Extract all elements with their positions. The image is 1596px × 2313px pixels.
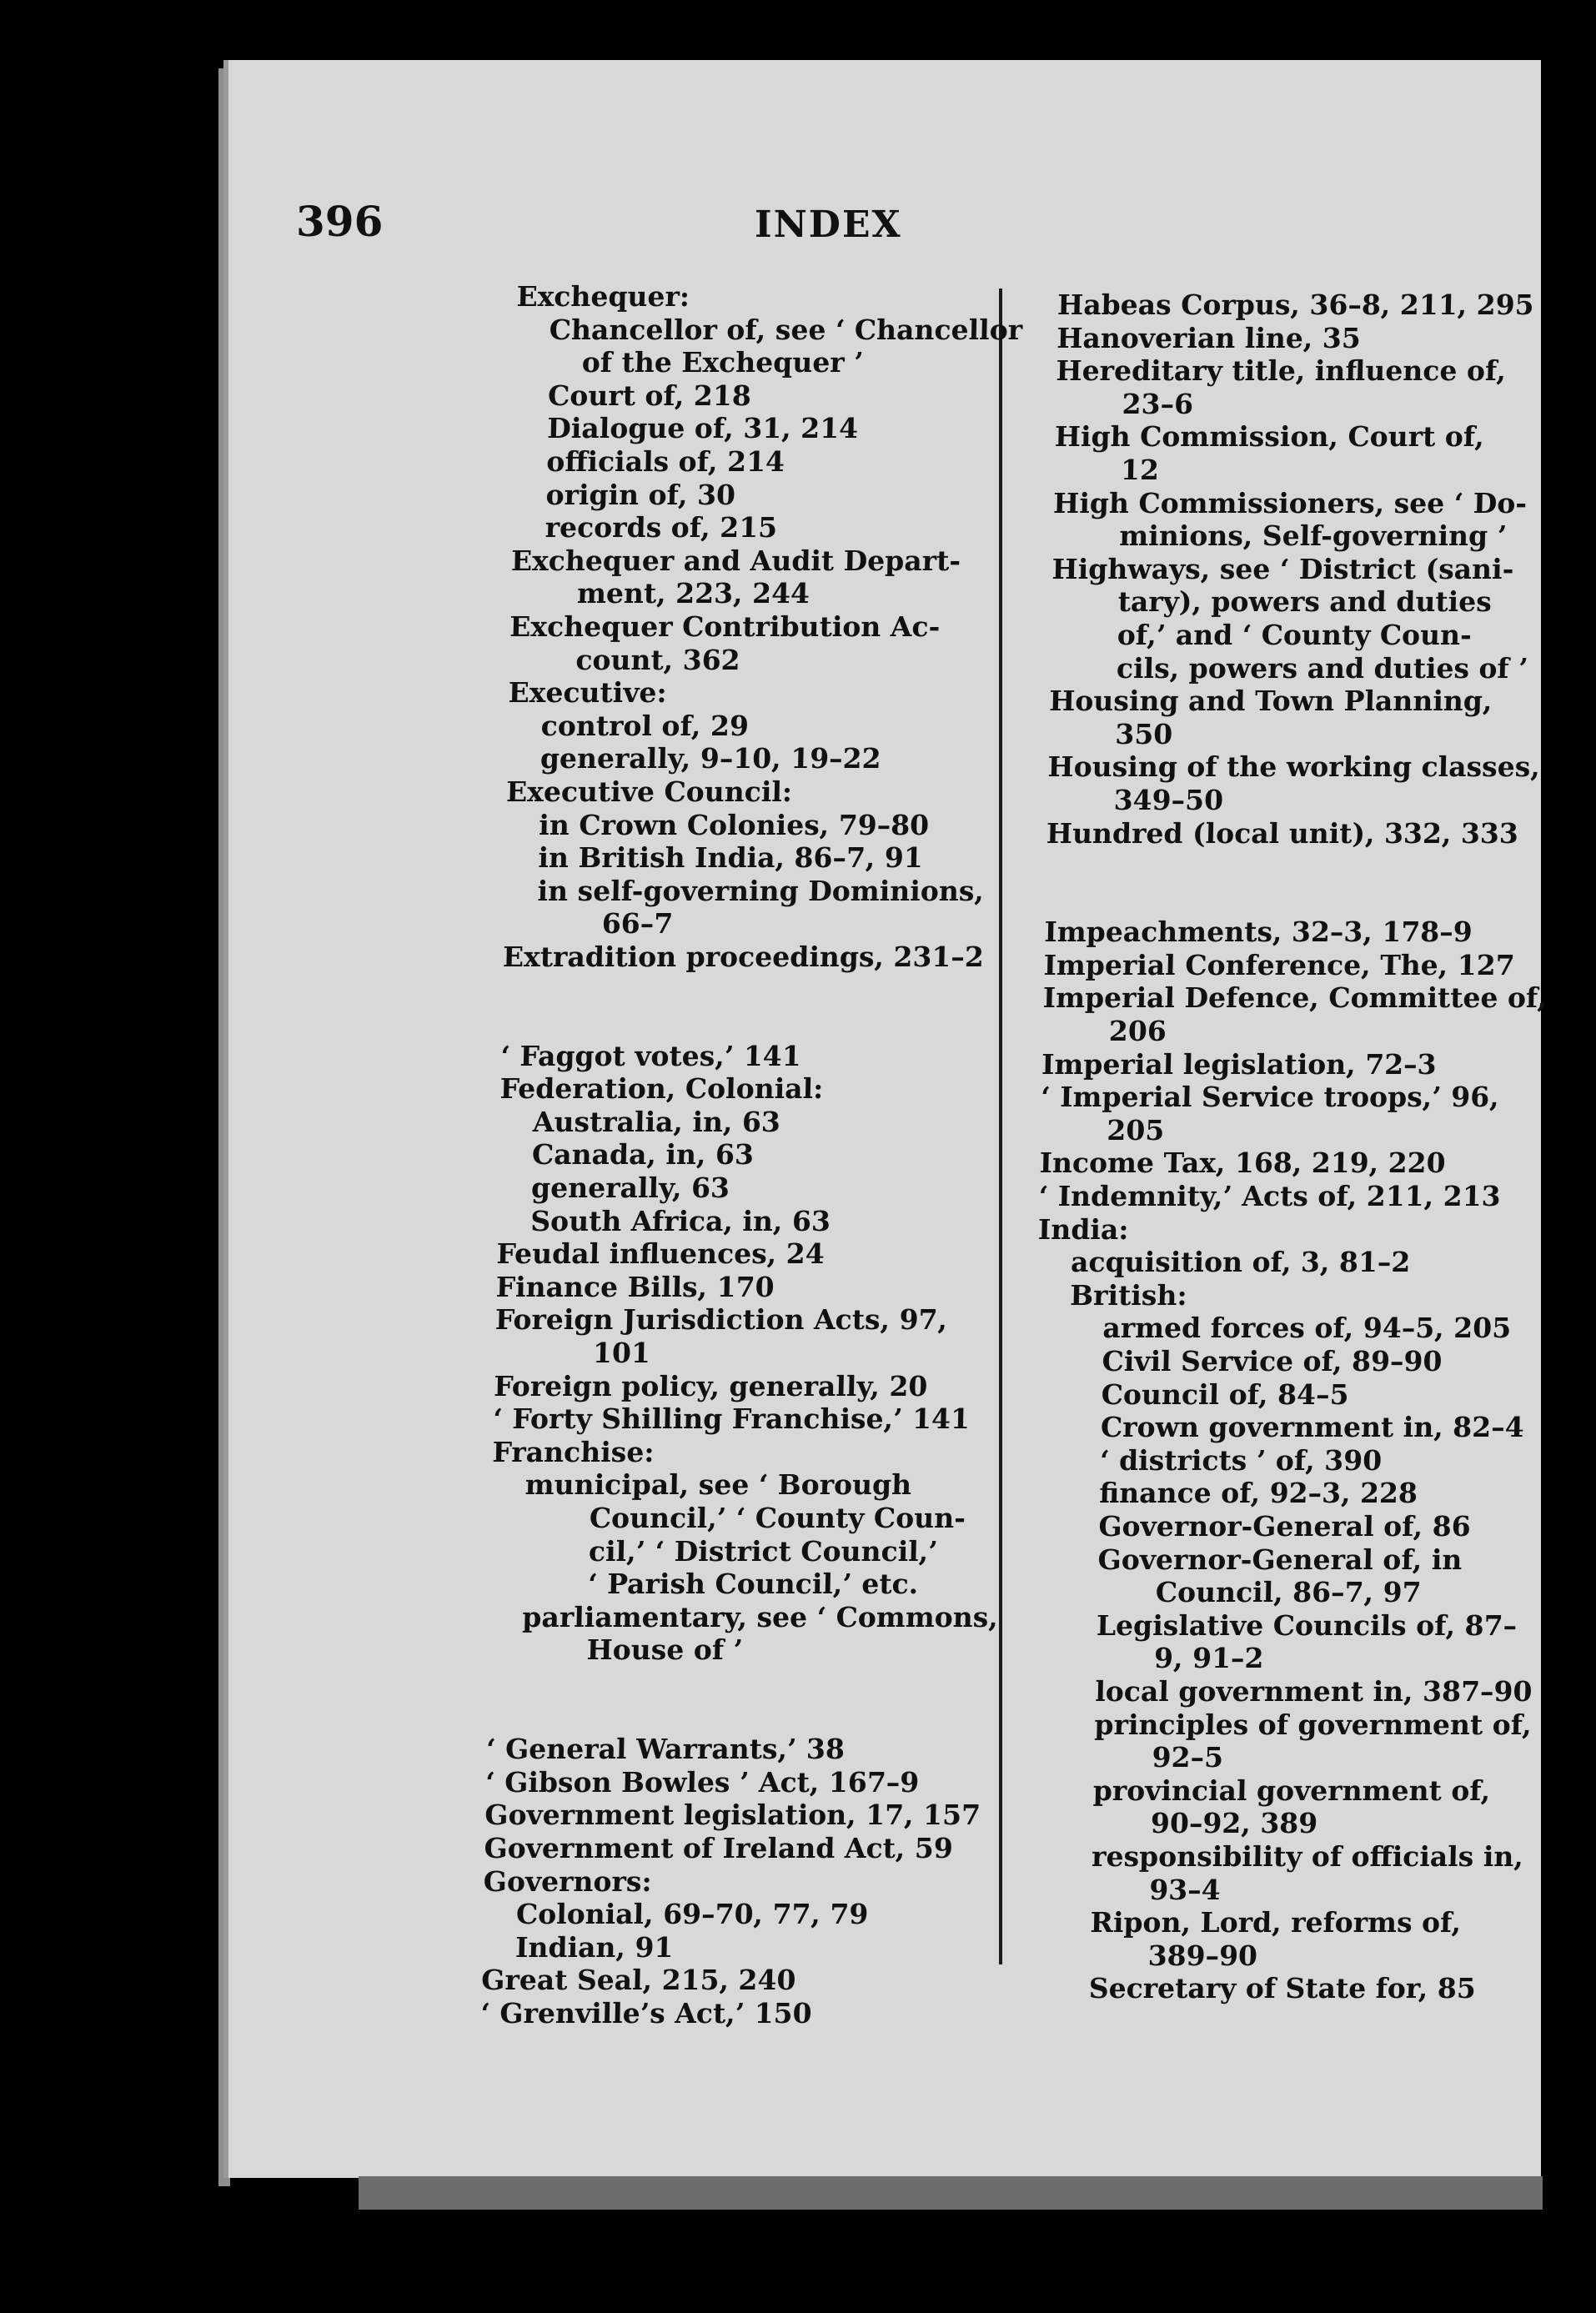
index-entry: Governor-General of, 86	[1098, 1509, 1472, 1543]
index-entry: tary), powers and duties	[1117, 585, 1493, 619]
index-entry: Indian, 91	[514, 1930, 674, 1964]
index-entry: Extradition proceedings, 231–2	[502, 940, 985, 973]
index-entry: 90–92, 389	[1150, 1807, 1318, 1840]
index-entry: Hundred (local unit), 332, 333	[1046, 816, 1519, 850]
index-entry: 389–90	[1147, 1939, 1258, 1972]
index-entry: Government legislation, 17, 157	[484, 1799, 981, 1832]
index-entry: ‘ districts ’ of, 390	[1099, 1443, 1383, 1477]
index-entry: of,’ and ‘ County Coun-	[1117, 618, 1473, 651]
index-entry: Australia, in, 63	[532, 1105, 781, 1138]
index-entry: local government in, 387–90	[1094, 1674, 1533, 1708]
index-entry: responsibility of officials in,	[1091, 1839, 1524, 1873]
index-entry: Governor-General of, in	[1097, 1543, 1463, 1576]
index-entry: 350	[1114, 717, 1173, 750]
index-entry: Colonial, 69–70, 77, 79	[515, 1898, 869, 1931]
index-entry: High Commissioners, see ‘ Do-	[1052, 486, 1528, 519]
index-entry: ‘ Grenville’s Act,’ 150	[480, 1996, 813, 2030]
index-entry: Chancellor of, see ‘ Chancellor	[549, 313, 1023, 346]
index-entry: Dialogue of, 31, 214	[546, 412, 859, 445]
index-entry: South Africa, in, 63	[529, 1204, 831, 1237]
index-entry: Government of Ireland Act, 59	[484, 1831, 954, 1864]
index-entry: Feudal influences, 24	[496, 1237, 826, 1271]
page-number: 396	[296, 197, 384, 246]
index-entry: Housing and Town Planning,	[1048, 685, 1493, 718]
index-entry: Income Tax, 168, 219, 220	[1039, 1146, 1446, 1180]
index-entry: Ripon, Lord, reforms of,	[1090, 1906, 1462, 1939]
index-column-left	[480, 280, 1023, 2030]
index-entry: Governors:	[483, 1864, 653, 1898]
index-gap	[502, 973, 1003, 1006]
index-entry: Civil Service of, 89–90	[1102, 1345, 1443, 1377]
index-entry: minions, Self-governing ’	[1118, 519, 1508, 553]
index-gap	[487, 1667, 988, 1700]
index-entry: ‘ Faggot votes,’ 141	[500, 1039, 802, 1072]
index-entry: 349–50	[1113, 783, 1224, 816]
index-entry: 9, 91–2	[1153, 1642, 1264, 1675]
index-entry: 23–6	[1122, 387, 1194, 420]
index-entry: Imperial Defence, Committee of,	[1042, 981, 1548, 1015]
index-entry: ‘ Indemnity,’ Acts of, 211, 213	[1038, 1180, 1502, 1213]
index-entry: in British India, 86–7, 91	[538, 841, 924, 875]
index-entry: 92–5	[1152, 1741, 1224, 1774]
index-entry: Exchequer and Audit Depart-	[510, 544, 961, 577]
index-entry: Council,’ ‘ County Coun-	[589, 1501, 966, 1534]
index-entry: Federation, Colonial:	[499, 1072, 824, 1106]
index-entry: Secretary of State for, 85	[1088, 1972, 1477, 2005]
index-entry: municipal, see ‘ Borough	[524, 1468, 912, 1502]
index-entry: Executive Council:	[505, 775, 793, 808]
index-entry: Council, 86–7, 97	[1155, 1576, 1422, 1609]
index-entry: 12	[1120, 453, 1160, 486]
index-entry: ‘ Parish Council,’ etc.	[587, 1568, 919, 1601]
index-entry: cil,’ ‘ District Council,’	[588, 1534, 939, 1568]
index-entry: Foreign policy, generally, 20	[493, 1369, 928, 1402]
index-entry: ment, 223, 244	[576, 577, 811, 610]
index-entry: Imperial Conference, The, 127	[1043, 948, 1516, 981]
index-entry: Housing of the working classes,	[1047, 750, 1541, 784]
index-gap	[501, 1006, 1002, 1040]
index-gap	[1045, 883, 1563, 916]
index-entry: Finance Bills, 170	[495, 1270, 775, 1303]
index-entry: Executive:	[508, 676, 668, 710]
index-entry: finance of, 92–3, 228	[1098, 1477, 1418, 1510]
index-entry: officials of, 214	[546, 444, 785, 478]
index-entry: Canada, in, 63	[531, 1138, 755, 1172]
index-entry: 206	[1108, 1015, 1167, 1048]
index-entry: Impeachments, 32–3, 178–9	[1043, 916, 1473, 949]
page-header	[0, 197, 1596, 263]
index-entry: Hanoverian line, 35	[1056, 321, 1362, 354]
index-entry: ‘ Imperial Service troops,’ 96,	[1040, 1081, 1500, 1114]
index-entry: in Crown Colonies, 79–80	[538, 808, 930, 841]
index-entry: Exchequer:	[516, 280, 690, 313]
index-entry: Legislative Councils of, 87–	[1096, 1608, 1518, 1642]
index-entry: Great Seal, 215, 240	[480, 1964, 796, 1997]
index-entry: parliamentary, see ‘ Commons,	[521, 1600, 999, 1633]
index-entry: cils, powers and duties of ’	[1116, 651, 1529, 685]
index-entry: in self-governing Dominions,	[537, 874, 985, 907]
index-entry: principles of government of,	[1094, 1708, 1533, 1741]
index-entry: records of, 215	[545, 511, 778, 544]
index-entry: control of, 29	[540, 709, 750, 742]
index-entry: 205	[1107, 1113, 1165, 1146]
running-title: INDEX	[755, 203, 902, 246]
index-entry: generally, 9–10, 19–22	[540, 742, 881, 775]
index-entry: Hereditary title, influence of,	[1056, 354, 1507, 388]
page-bottom-edge	[359, 2176, 1543, 2210]
index-entry: Habeas Corpus, 36–8, 211, 295	[1056, 288, 1535, 321]
index-entry: Council of, 84–5	[1101, 1377, 1349, 1411]
index-entry: ‘ Gibson Bowles ’ Act, 167–9	[484, 1765, 920, 1799]
index-entry: count, 362	[575, 643, 741, 676]
index-entry: India:	[1037, 1212, 1129, 1246]
index-gap	[1046, 850, 1563, 883]
index-entry: provincial government of,	[1092, 1774, 1491, 1807]
index-entry: of the Exchequer ’	[581, 346, 865, 379]
index-gap	[486, 1700, 987, 1733]
index-entry: 93–4	[1148, 1873, 1222, 1906]
index-entry: Franchise:	[492, 1435, 655, 1468]
index-entry: Foreign Jurisdiction Acts, 97,	[494, 1303, 948, 1337]
index-entry: origin of, 30	[545, 478, 736, 511]
index-column-right	[1021, 288, 1574, 2005]
index-entry: ‘ General Warrants,’ 38	[485, 1733, 846, 1766]
index-entry: ‘ Forty Shilling Franchise,’ 141	[492, 1402, 971, 1436]
index-entry: 101	[592, 1337, 651, 1369]
index-entry: Court of, 218	[547, 379, 752, 412]
index-entry: British:	[1069, 1278, 1188, 1312]
index-entry: Highways, see ‘ District (sani-	[1051, 552, 1514, 585]
index-entry: acquisition of, 3, 81–2	[1070, 1246, 1411, 1279]
index-entry: Imperial legislation, 72–3	[1041, 1047, 1438, 1081]
index-entry: generally, 63	[530, 1172, 730, 1205]
index-entry: 66–7	[601, 907, 674, 941]
index-entry: armed forces of, 94–5, 205	[1102, 1312, 1512, 1345]
index-entry: House of ’	[586, 1633, 744, 1667]
index-entry: High Commission, Court of,	[1054, 420, 1485, 454]
index-entry: Crown government in, 82–4	[1100, 1411, 1525, 1444]
index-entry: Exchequer Contribution Ac-	[509, 610, 941, 643]
